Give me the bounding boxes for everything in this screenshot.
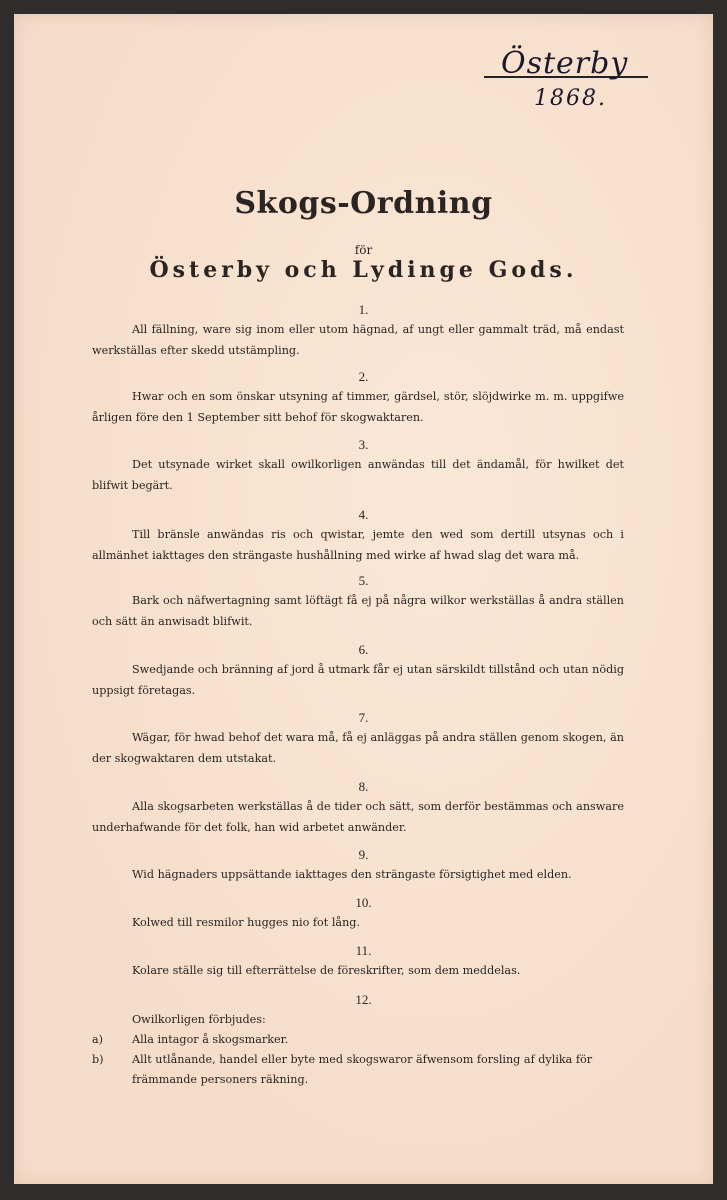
handwritten-name: Österby <box>501 46 629 81</box>
list-item <box>92 1030 632 1050</box>
section-10 <box>14 894 713 933</box>
section-12 <box>14 991 713 1090</box>
document-subtitle: Österby och Lydinge Gods. <box>149 257 578 283</box>
section-number: 12. <box>355 992 372 1007</box>
section-text: Hwar och en som önskar utsyning af timmer, gärdsel, stör, slöjdwirke m. m. uppgifwe årligen före den 1 September sitt behof för skogwaktaren. <box>92 390 624 424</box>
list-item-text: Allt utlånande, handel eller byte med skogswaror äfwensom forsling af dylika för främmande personers räkning. <box>132 1053 593 1086</box>
list-item-label: a) <box>92 1033 104 1046</box>
section-number: 4. <box>358 507 369 522</box>
section-text: Wid hägnaders uppsättande iakttages den strängaste försigtighet med elden. <box>132 868 572 881</box>
section-number: 7. <box>358 710 369 725</box>
section-7 <box>14 709 713 769</box>
section-4 <box>14 506 713 566</box>
section-text: Kolwed till resmilor hugges nio fot lång. <box>132 916 361 929</box>
section-number: 9. <box>358 847 369 862</box>
section-number: 8. <box>358 779 369 794</box>
section-3 <box>14 436 713 496</box>
handwritten-underline <box>484 76 648 78</box>
section-number: 11. <box>355 943 372 958</box>
section-5 <box>14 572 713 632</box>
document-title: Skogs-Ordning <box>234 186 493 221</box>
section-number: 10. <box>355 895 372 910</box>
section-2 <box>14 368 713 428</box>
section-text: Kolare ställe sig till efterrättelse de föreskrifter, som dem meddelas. <box>132 964 521 977</box>
section-number: 3. <box>358 437 369 452</box>
section-11 <box>14 942 713 981</box>
section-number: 5. <box>358 573 369 588</box>
section-number: 6. <box>358 642 369 657</box>
section-text: Alla skogsarbeten werkställas å de tider och sätt, som derför bestämmas och answare underhafwande för det folk, han wid arbetet anwänder. <box>92 800 624 834</box>
section-text: Det utsynade wirket skall owilkorligen anwändas till det ändamål, för hwilket det blifwit begärt. <box>92 458 624 492</box>
section-1 <box>14 301 713 361</box>
list-item <box>92 1050 632 1090</box>
list-item-text: Alla intagor å skogsmarker. <box>132 1033 289 1046</box>
section-9 <box>14 846 713 885</box>
section-text: Till bränsle anwändas ris och qwistar, jemte den wed som dertill utsynas och i allmänhet iakttages den strängaste hushållning med wirke af hwad slag det wara må. <box>92 528 624 562</box>
subtitle-preposition: för <box>354 243 373 257</box>
section-text: Swedjande och bränning af jord å utmark får ej utan särskildt tillstånd och utan nödig uppsigt företagas. <box>92 663 624 697</box>
section-text: Owilkorligen förbjudes: <box>132 1013 266 1026</box>
section-text: Wägar, för hwad behof det wara må, få ej anläggas på andra ställen genom skogen, än der skogwaktaren dem utstakat. <box>92 731 624 765</box>
list-item-label: b) <box>92 1053 104 1066</box>
section-text: All fällning, ware sig inom eller utom hägnad, af ungt eller gammalt träd, må endast werkställas efter skedd utstämpling. <box>92 323 624 357</box>
section-8 <box>14 778 713 838</box>
section-6 <box>14 641 713 701</box>
handwritten-year: 1868. <box>534 86 607 111</box>
section-number: 2. <box>358 369 369 384</box>
document-page <box>14 14 713 1184</box>
section-number: 1. <box>358 302 369 317</box>
section-text: Bark och näfwertagning samt löftägt få ej på några wilkor werkställas å andra ställen och sätt än anwisadt blifwit. <box>92 594 624 628</box>
